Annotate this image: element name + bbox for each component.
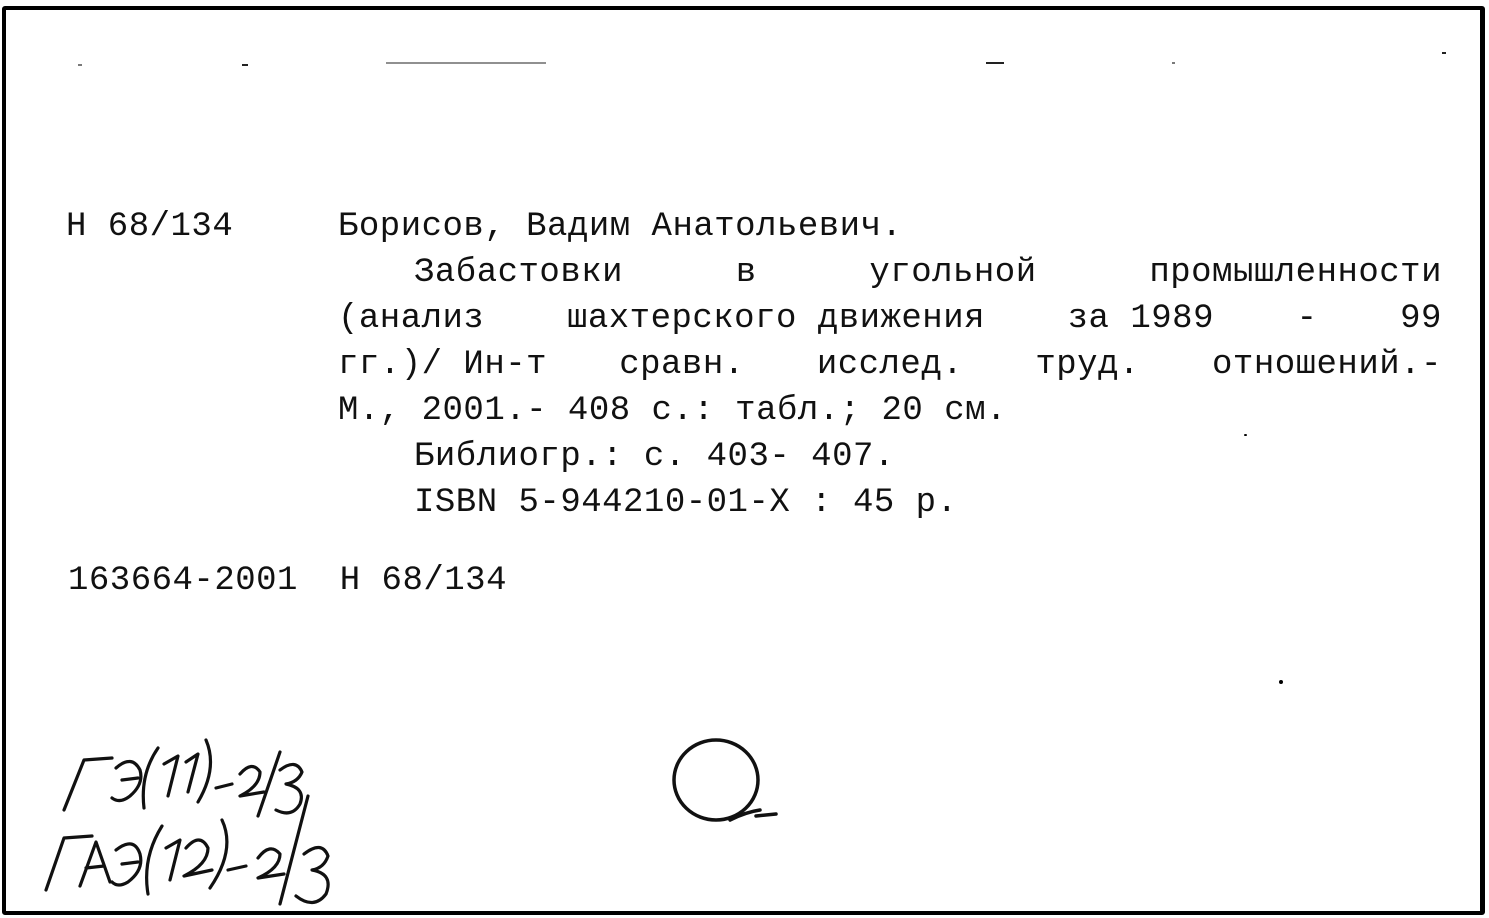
scan-noise	[986, 62, 1004, 64]
shelf-mark: Н 68/134	[66, 208, 234, 246]
inventory-line: 163664-2001 Н 68/134	[68, 562, 507, 600]
author-line: Борисов, Вадим Анатольевич.	[338, 208, 903, 246]
imprint-line: М., 2001.- 408 с.: табл.; 20 см.	[338, 392, 1007, 430]
title-line-2	[338, 296, 1442, 342]
scan-noise	[1442, 52, 1446, 54]
title-word: в	[735, 254, 757, 292]
bibliography-note: Библиогр.: с. 403- 407.	[414, 438, 895, 476]
circle-stamp-icon	[660, 728, 790, 848]
scan-speck	[1244, 434, 1247, 436]
scan-speck	[1279, 680, 1283, 684]
title-word: за 1989	[1067, 300, 1214, 338]
handwritten-shelf-note	[40, 718, 380, 908]
title-word: исслед.	[816, 346, 964, 384]
title-word: -	[1296, 300, 1318, 338]
title-word: промышленности	[1149, 254, 1442, 292]
title-line-1	[338, 250, 1442, 296]
scan-noise	[78, 64, 82, 66]
title-word: (анализ	[338, 300, 485, 338]
title-word: 99	[1400, 300, 1442, 338]
title-line-3	[338, 342, 1442, 388]
bibliographic-entry	[338, 204, 1442, 526]
isbn-line: ISBN 5-944210-01-X : 45 р.	[414, 484, 958, 522]
title-word: отношений.-	[1212, 346, 1442, 384]
scan-noise	[386, 62, 546, 64]
title-word: сравн.	[619, 346, 745, 384]
title-word: шахтерского движения	[566, 300, 986, 338]
title-word: гг.)/ Ин-т	[338, 346, 548, 384]
scan-noise	[1172, 62, 1175, 64]
scan-noise	[242, 64, 248, 66]
title-word: Забастовки	[414, 254, 624, 292]
title-word: труд.	[1035, 346, 1140, 384]
title-word: угольной	[869, 254, 1037, 292]
